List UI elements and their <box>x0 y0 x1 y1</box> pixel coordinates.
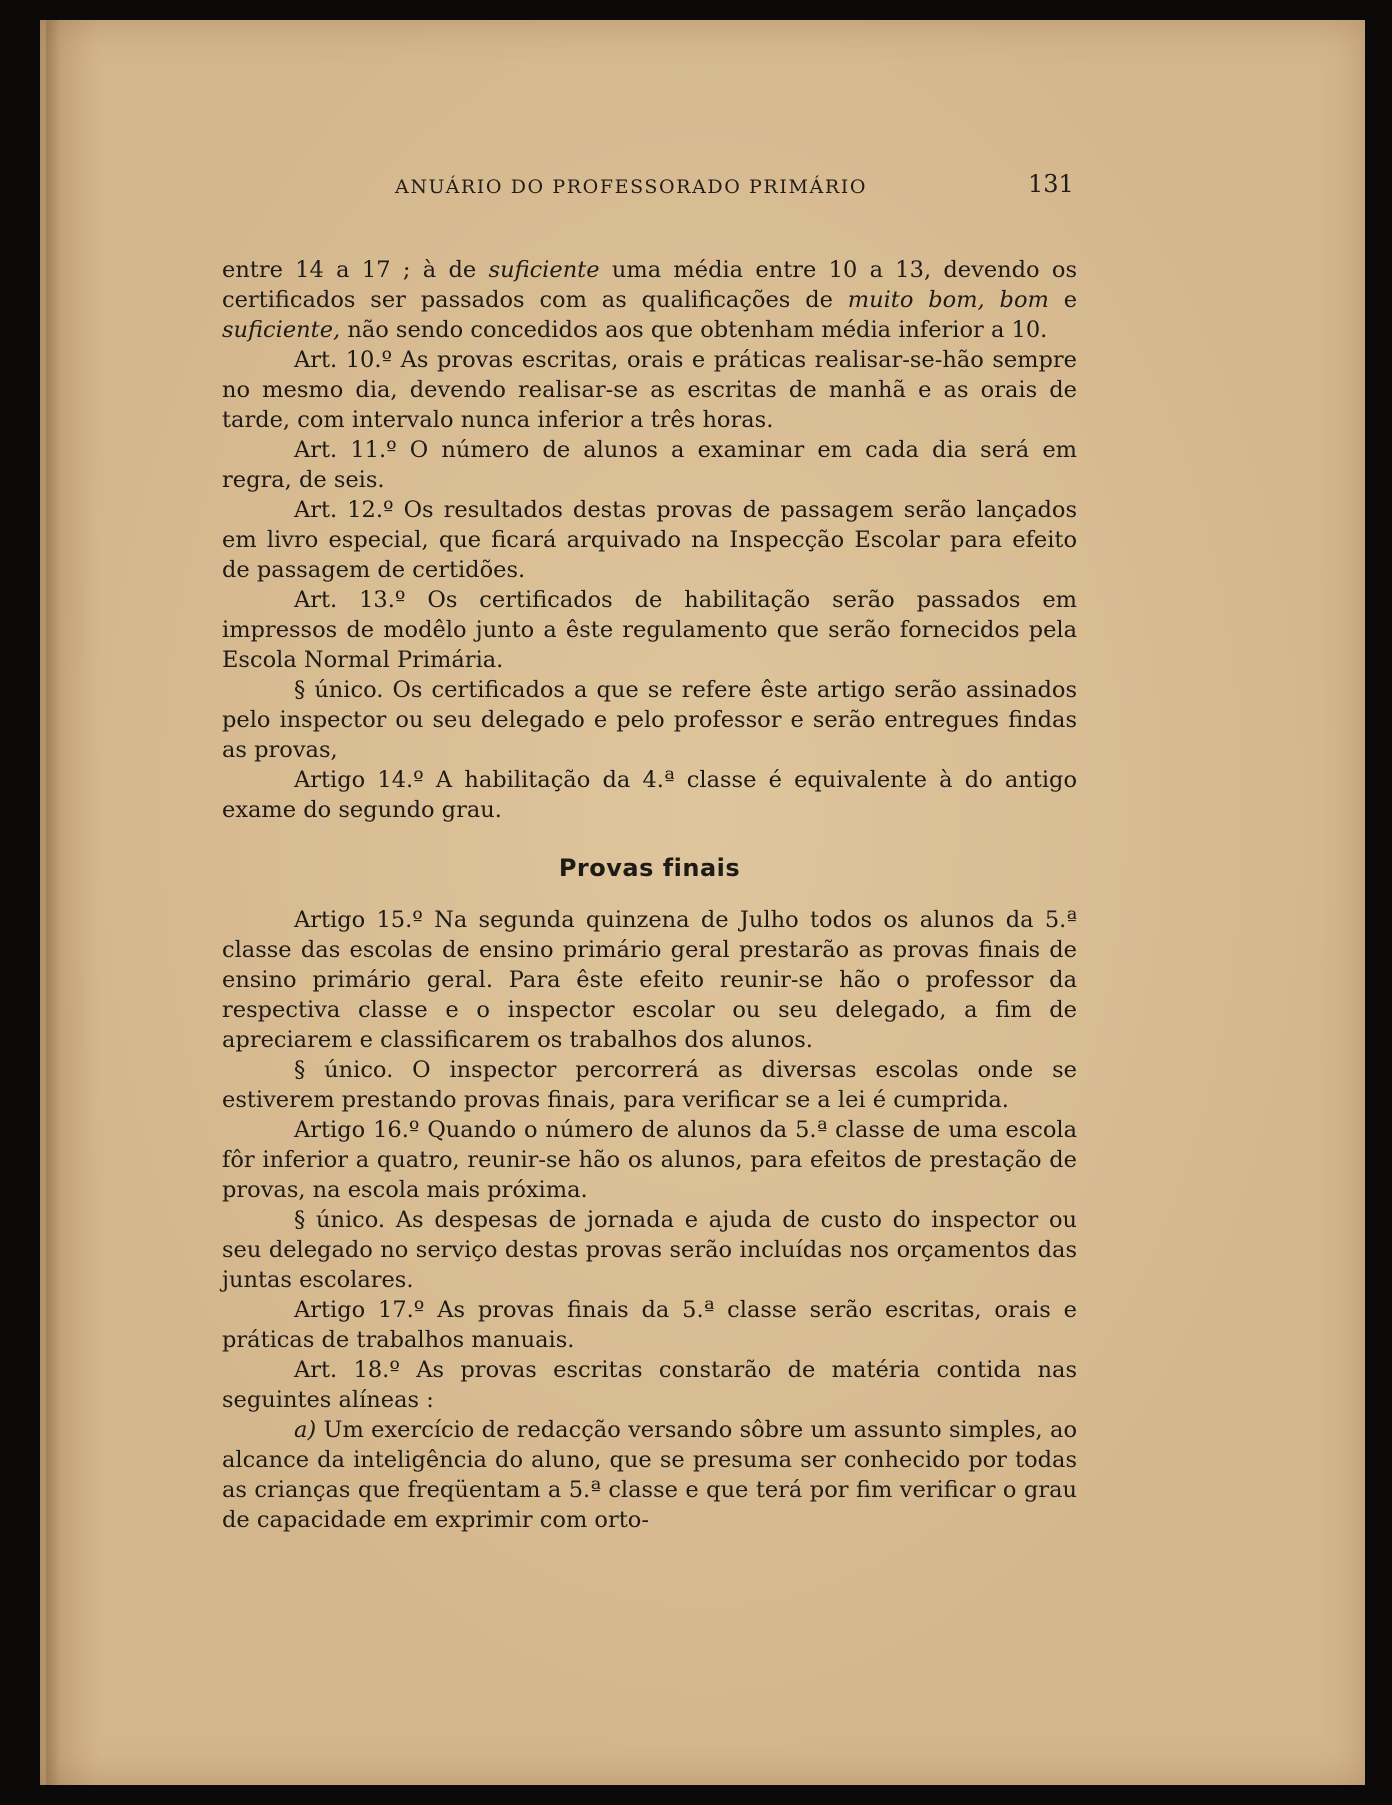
alinea-label: a) <box>294 1417 317 1443</box>
text-run: e <box>1048 287 1078 313</box>
article-12: Art. 12.º Os resultados destas provas de passagem serão lançados em livro especial, que ficará arquivado na Inspecção Escolar para efeito de passagem de certidões. <box>222 497 1077 583</box>
paragraph-grading <box>222 255 1077 345</box>
italic-term-muito-bom-bom: muito bom, bom <box>847 287 1049 313</box>
article-13-sole-paragraph: § único. Os certificados a que se refere êste artigo serão assinados pelo inspector ou seu delegado e pelo professor e serão entregues findas as provas, <box>222 677 1077 763</box>
article-16: Artigo 16.º Quando o número de alunos da 5.ª classe de uma escola fôr inferior a quatro, reunir-se hão os alunos, para efeitos de prestação de provas, na escola mais próxima. <box>222 1117 1077 1203</box>
article-18: Art. 18.º As provas escritas constarão de matéria contida nas seguintes alíneas : <box>222 1357 1077 1413</box>
article-13: Art. 13.º Os certificados de habilitação serão passados em impressos de modêlo junto a êste regulamento que serão fornecidos pela Escola Normal Primária. <box>222 587 1077 673</box>
article-15: Artigo 15.º Na segunda quinzena de Julho todos os alunos da 5.ª classe das escolas de ensino primário geral prestarão as provas finais de ensino primário geral. Para êste efeito reunir-se hão o professor da respectiva classe e o inspector escolar ou seu delegado, a fim de apreciarem e classificarem os trabalhos dos alunos. <box>222 907 1077 1053</box>
alinea-a <box>222 1415 1077 1535</box>
article-10: Art. 10.º As provas escritas, orais e práticas realisar-se-hão sempre no mesmo dia, devendo realisar-se as escritas de manhã e as orais de tarde, com intervalo nunca inferior a três horas. <box>222 347 1077 433</box>
page-number: 131 <box>1028 170 1074 198</box>
text-run: uma média entre 10 a 13, devendo os certificados ser passados com as qualificações de <box>222 257 1078 313</box>
article-14: Artigo 14.º A habilitação da 4.ª classe é equivalente à do antigo exame do segundo grau. <box>222 767 1077 823</box>
article-15-sole-paragraph: § único. O inspector percorrerá as diversas escolas onde se estiverem prestando provas finais, para verificar se a lei é cumprida. <box>222 1057 1077 1113</box>
page-header <box>40 170 1365 200</box>
running-title: ANUÁRIO DO PROFESSORADO PRIMÁRIO <box>395 176 868 198</box>
page-fold-shadow <box>46 20 60 1785</box>
italic-term-suficiente: suficiente, <box>222 317 341 343</box>
body-text <box>222 255 1077 1535</box>
alinea-text: Um exercício de redacção versando sôbre um assunto simples, ao alcance da inteligência do aluno, que se presuma ser conhecido por todas as crianças que freqüentam a 5.ª classe e que terá por fim verificar o grau de capacidade em exprimir com orto- <box>222 1417 1077 1533</box>
italic-term-suficiente: suficiente <box>488 257 600 283</box>
text-run: entre 14 a 17 ; à de <box>222 257 489 283</box>
book-page <box>40 20 1365 1785</box>
article-17: Artigo 17.º As provas finais da 5.ª classe serão escritas, orais e práticas de trabalhos manuais. <box>222 1297 1077 1353</box>
text-run: não sendo concedidos aos que obtenham média inferior a 10. <box>340 317 1048 343</box>
article-11: Art. 11.º O número de alunos a examinar em cada dia será em regra, de seis. <box>222 437 1077 493</box>
section-title: Provas finais <box>558 854 741 882</box>
article-16-sole-paragraph: § único. As despesas de jornada e ajuda de custo do inspector ou seu delegado no serviço destas provas serão incluídas nos orçamentos das juntas escolares. <box>222 1207 1077 1293</box>
